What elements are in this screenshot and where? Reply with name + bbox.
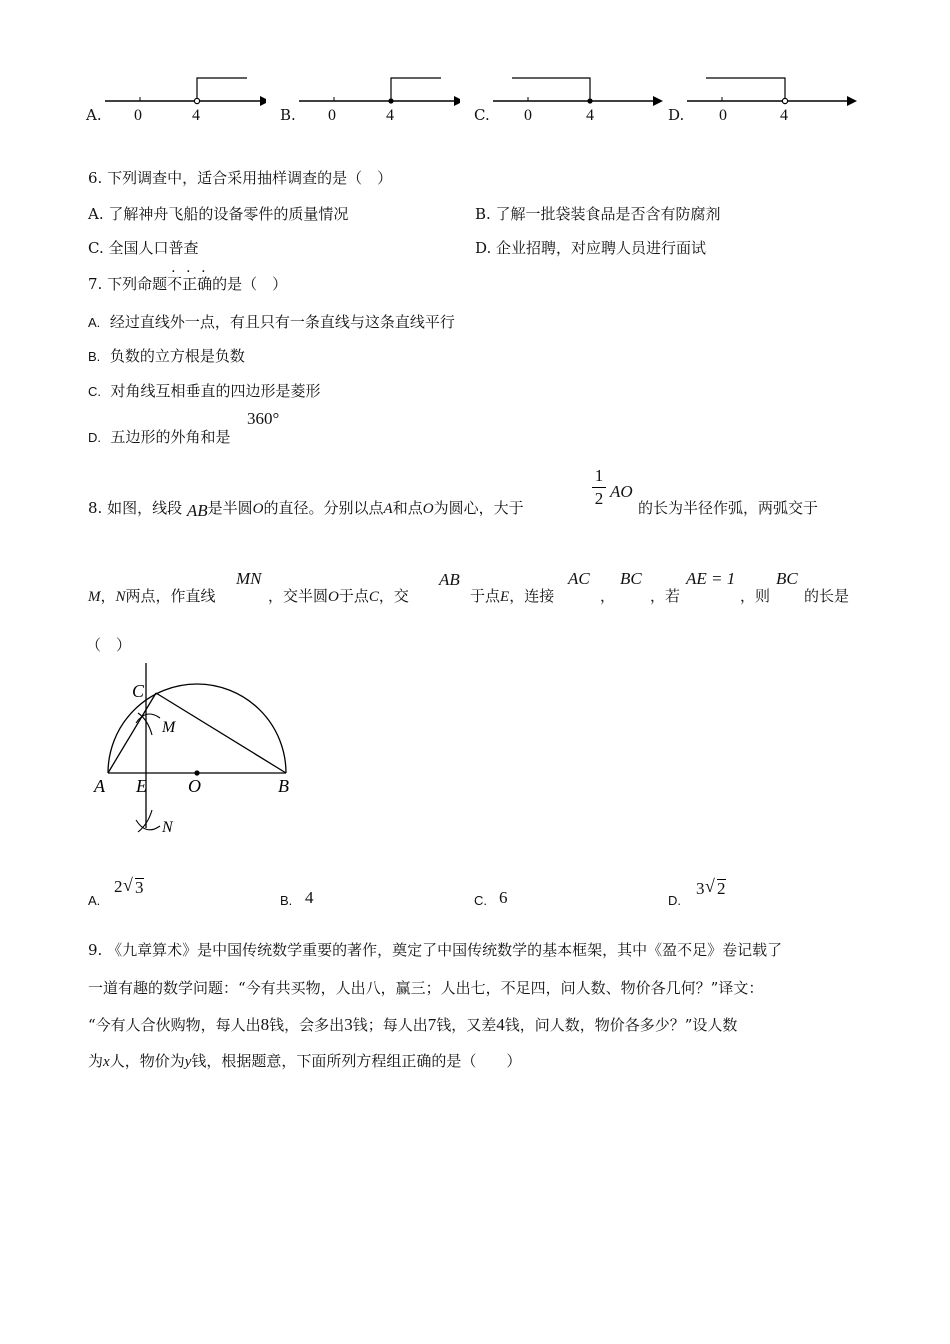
label-O: O (188, 776, 201, 796)
semicircle-figure (88, 660, 308, 845)
q7-option-d[interactable]: D. 五边形的外角和是 (88, 428, 231, 446)
tick-4: 4 (386, 107, 394, 124)
q5-option-d[interactable] (668, 70, 858, 130)
q8-option-b[interactable]: B. 4 (280, 888, 314, 908)
q7-option-c[interactable]: C. 对角线互相垂直的四边形是菱形 (88, 382, 321, 400)
number-line-b (294, 70, 460, 110)
q6-option-a[interactable]: A. 了解神舟飞船的设备零件的质量情况 (88, 205, 349, 223)
label-N: N (162, 819, 173, 836)
option-label: D. (668, 106, 685, 124)
tick-4: 4 (586, 107, 594, 124)
number-line-c (488, 70, 664, 110)
label-A: A (94, 776, 105, 796)
q7-option-b[interactable]: B. 负数的立方根是负数 (88, 347, 245, 365)
q5-option-a[interactable] (86, 70, 266, 130)
emphasis-char: 正 (182, 275, 198, 293)
q9-line4: 为x人，物价为y钱，根据题意，下面所列方程组正确的是（ ） (88, 1052, 522, 1070)
seg-AB-2: AB (439, 570, 460, 589)
number-line-d (682, 70, 858, 110)
emphasis-char: 确 (197, 275, 213, 293)
tick-0: 0 (134, 107, 142, 124)
q7-option-a[interactable]: A. 经过直线外一点，有且只有一条直线与这条直线平行 (88, 313, 455, 331)
q9-line1: 9. 《九章算术》是中国传统数学重要的著作，奠定了中国传统数学的基本框架，其中《盈不足》卷记载了 (88, 941, 783, 959)
label-B: B (278, 776, 289, 796)
fraction-half: 1 2 (592, 466, 606, 509)
seg-AB: AB (186, 501, 208, 520)
tick-4: 4 (192, 107, 200, 124)
q5-option-c[interactable] (474, 70, 664, 130)
seg-AC: AC (568, 569, 590, 588)
q7-d-math: 360° (247, 409, 280, 428)
sqrt-sign: √ (705, 876, 715, 896)
q8-stem-line2: M，N两点，作直线 (88, 587, 216, 605)
tick-0: 0 (719, 107, 727, 124)
emphasis-char: 不 (167, 275, 183, 293)
q8-option-a[interactable]: A. 2 √ 3 (88, 875, 144, 908)
q9-line2: 一道有趣的数学问题：“今有共买物，人出八，赢三；人出七，不足四，问人数、物价各几何？”译文： (88, 979, 764, 997)
q8-paren: （ ） (86, 636, 132, 654)
q8-option-d[interactable]: D. 3 √ 2 (668, 876, 726, 908)
q9-line3: “今有人合伙购物，每人出8钱，会多出3钱；每人出7钱，又差4钱，问人数，物价各多少？”设人数 (88, 1015, 738, 1034)
line-MN: MN (236, 569, 262, 588)
seg-BC: BC (620, 569, 642, 588)
label-C: C (132, 681, 145, 701)
q8-stem-line1: 8. 如图，线段 AB是半圆O的直径。分别以点A和点O为圆心，大于 (88, 499, 524, 520)
sqrt-sign: √ (123, 875, 133, 895)
q6-option-c[interactable]: C. 全国人口普查 (88, 239, 199, 257)
q6-option-d[interactable]: D. 企业招聘，对应聘人员进行面试 (475, 239, 707, 257)
tick-0: 0 (524, 107, 532, 124)
q6-stem: 6. 下列调查中，适合采用抽样调查的是（ ） (88, 169, 393, 187)
q6-option-b[interactable]: B. 了解一批袋装食品是否含有防腐剂 (475, 205, 721, 223)
option-label: A. (86, 106, 102, 124)
option-label: C. (474, 106, 490, 124)
seg-AO: AO (610, 482, 633, 501)
q8-option-c[interactable]: C. 6 (474, 888, 508, 908)
number-line-a (100, 70, 266, 110)
q5-option-b[interactable] (280, 70, 460, 130)
seg-BC-2: BC (776, 569, 798, 588)
option-label: B. (280, 106, 296, 124)
ae-eq: AE = 1 (686, 569, 736, 588)
label-M: M (162, 719, 176, 736)
tick-0: 0 (328, 107, 336, 124)
label-E: E (136, 776, 147, 796)
q7-stem: 7. 下列命题不正确的是（ ） (88, 275, 288, 293)
tick-4: 4 (780, 107, 788, 124)
